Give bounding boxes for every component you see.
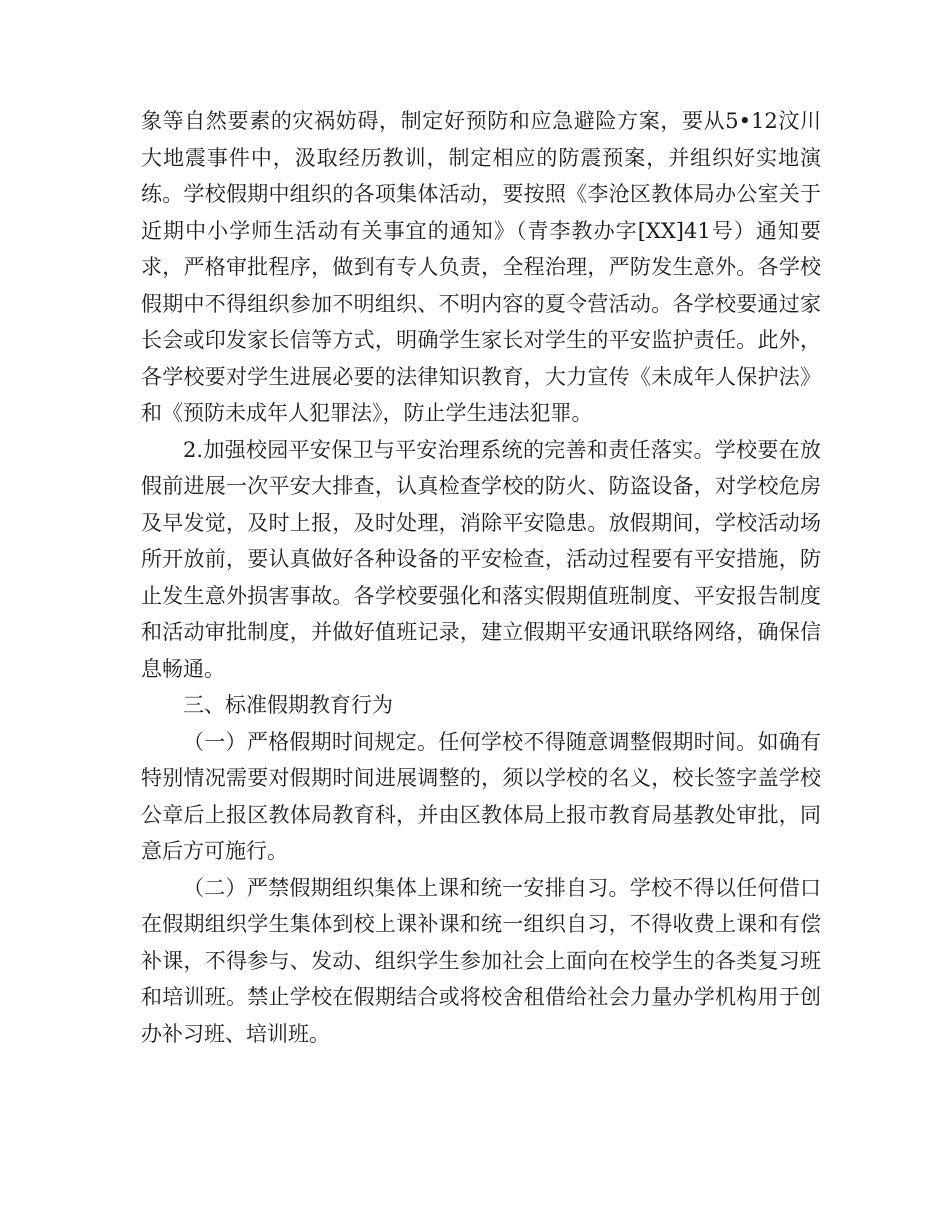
- paragraph-item-2: 2.加强校园平安保卫与平安治理系统的完善和责任落实。学校要在放假前进展一次平安大排查，认真检查学校的防火、防盗设备，对学校危房及早发觉，及时上报，及时处理，消除平安隐患。放假期间，学校活动场所开放前，要认真做好各种设备的平安检查，活动过程要有平安措施，防止发生意外损害事故。各学校要强化和落实假期值班制度、平安报告制度和活动审批制度，并做好值班记录，建立假期平安通讯联络网络，确保信息畅通。: [141, 437, 821, 681]
- paragraph-sub-1: （一）严格假期时间规定。任何学校不得随意调整假期时间。如确有特别情况需要对假期时间进展调整的，须以学校的名义，校长签字盖学校公章后上报区教体局教育科，并由区教体局上报市教育局基教处审批，同意后方可施行。: [141, 729, 821, 863]
- document-page: [141, 103, 821, 1052]
- section-heading-3: 三、标准假期教育行为: [183, 693, 393, 717]
- paragraph-sub-2: （二）严禁假期组织集体上课和统一安排自习。学校不得以任何借口在假期组织学生集体到校上课补课和统一组织自习，不得收费上课和有偿补课，不得参与、发动、组织学生参加社会上面向在校学生的各类复习班和培训班。禁止学校在假期结合或将校舍租借给社会力量办学机构用于创办补习班、培训班。: [141, 875, 821, 1046]
- paragraph-continuation: 象等自然要素的灾祸妨碍，制定好预防和应急避险方案，要从5•12汶川大地震事件中，汲取经历教训，制定相应的防震预案，并组织好实地演练。学校假期中组织的各项集体活动，要按照《李沧区教体局办公室关于近期中小学师生活动有关事宜的通知》（青李教办字[XX]41号）通知要求，严格审批程序，做到有专人负责，全程治理，严防发生意外。各学校假期中不得组织参加不明组织、不明内容的夏令营活动。各学校要通过家长会或印发家长信等方式，明确学生家长对学生的平安监护责任。此外，各学校要对学生进展必要的法律知识教育，大力宣传《未成年人保护法》和《预防未成年人犯罪法》，防止学生违法犯罪。: [141, 109, 821, 425]
